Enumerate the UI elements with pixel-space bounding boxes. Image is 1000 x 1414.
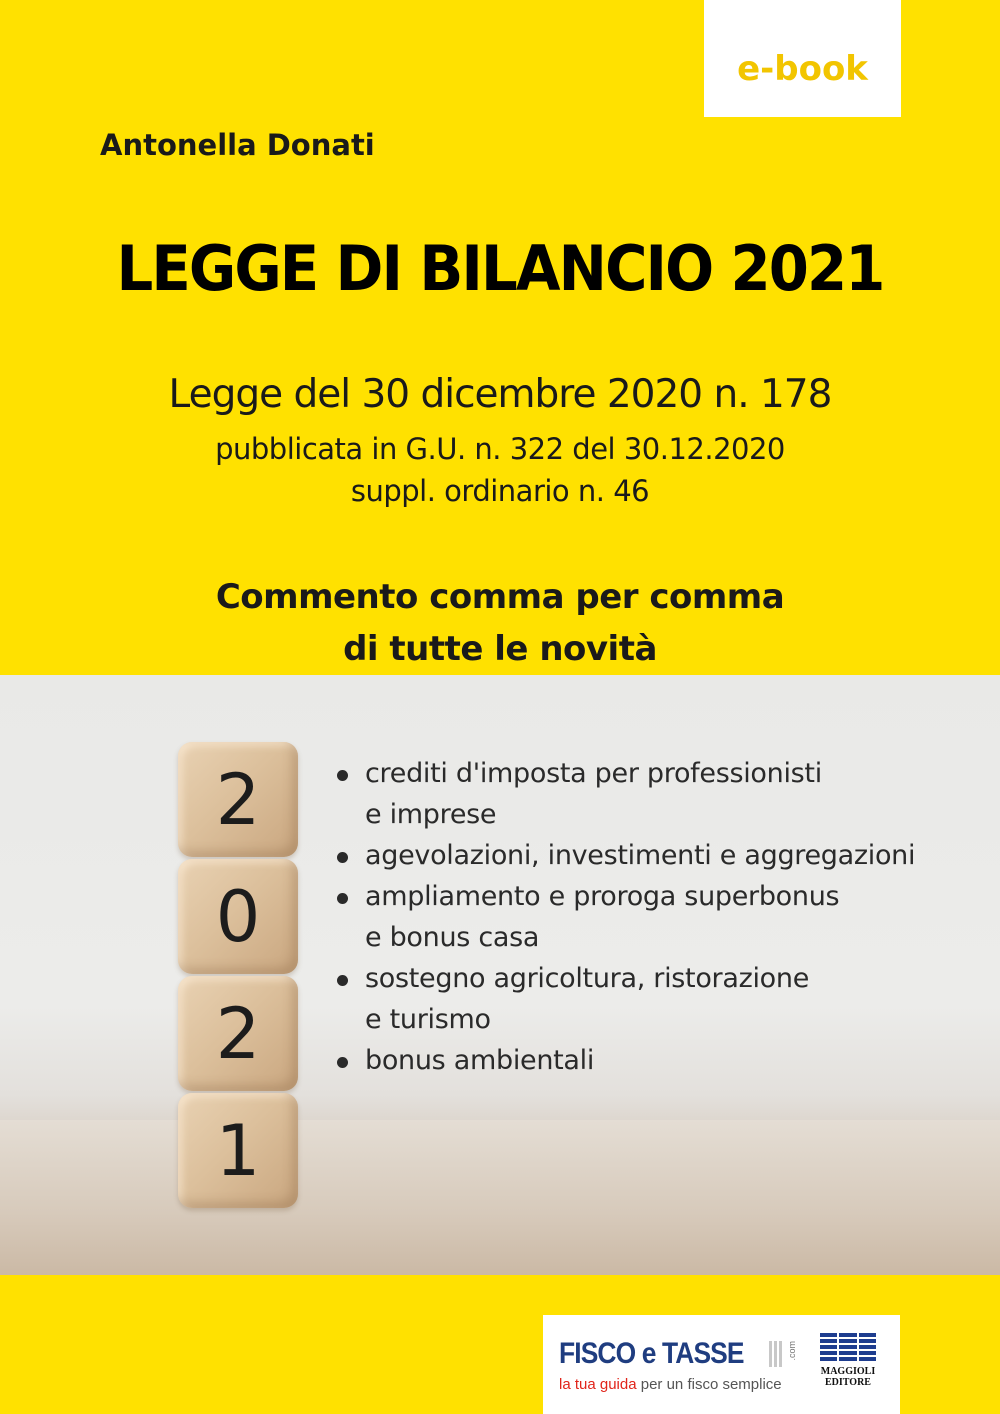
- logo-domain: .com: [787, 1341, 797, 1361]
- publisher-name: MAGGIOLI EDITORE: [820, 1366, 876, 1388]
- cover-top-section: [0, 0, 1000, 675]
- die: 2: [178, 742, 298, 857]
- list-item: bonus ambientali: [333, 1040, 915, 1081]
- die: 1: [178, 1093, 298, 1208]
- ebook-label: e-book: [737, 48, 868, 89]
- law-publication: pubblicata in G.U. n. 322 del 30.12.2020: [215, 432, 785, 466]
- list-item: sostegno agricoltura, ristorazione e turismo: [333, 958, 915, 1040]
- maggioli-logo: [818, 1333, 878, 1388]
- die: 2: [178, 976, 298, 1091]
- cover-bottom-band: [0, 1275, 1000, 1414]
- list-item: agevolazioni, investimenti e aggregazioni: [333, 835, 915, 876]
- cover-photo: [0, 675, 1000, 1275]
- book-title: LEGGE DI BILANCIO 2021: [116, 232, 884, 305]
- logo-tagline: la tua guida per un fisco semplice: [559, 1376, 782, 1393]
- law-reference: Legge del 30 dicembre 2020 n. 178: [168, 372, 832, 417]
- maggioli-mark-icon: [820, 1333, 876, 1363]
- topics-list: [333, 753, 915, 1081]
- subtitle-line-2: di tutte le novità: [343, 629, 657, 669]
- list-item: crediti d'imposta per professionisti e imprese: [333, 753, 915, 835]
- fiscoetasse-logo: FISCO e TASSE: [559, 1337, 744, 1370]
- wooden-dice-stack: [178, 742, 298, 1210]
- ebook-badge: [704, 0, 901, 117]
- publisher-logo-box: [543, 1315, 900, 1414]
- grid-icon: [769, 1341, 783, 1367]
- photo-table-surface: [0, 1120, 1000, 1275]
- subtitle-line-1: Commento comma per comma: [215, 577, 785, 617]
- author-name: Antonella Donati: [100, 128, 375, 162]
- die: 0: [178, 859, 298, 974]
- list-item: ampliamento e proroga superbonus e bonus casa: [333, 876, 915, 958]
- law-supplement: suppl. ordinario n. 46: [350, 474, 650, 508]
